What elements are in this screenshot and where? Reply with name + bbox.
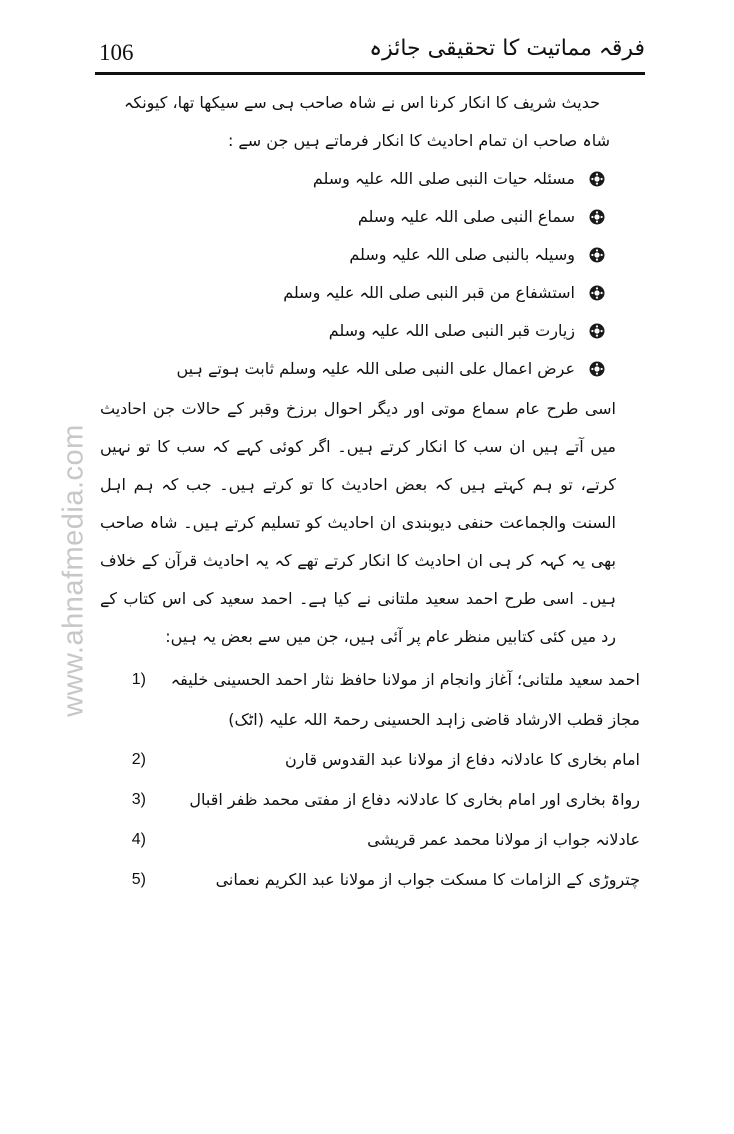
flower-bullet-icon <box>589 209 605 225</box>
page-header <box>95 36 645 76</box>
book-title: چتروڑی کے الزامات کا مسکت جواب از مولانا عبد الکریم نعمانی <box>215 870 640 889</box>
list-item-text: مسئلہ حیات النبی صلی اللہ علیہ وسلم <box>312 169 575 188</box>
list-item <box>100 274 605 312</box>
item-number: 3) <box>131 791 146 808</box>
item-number: 4) <box>131 831 146 848</box>
list-item <box>100 198 605 236</box>
flower-bullet-icon <box>589 285 605 301</box>
book-title: عادلانہ جواب از مولانا محمد عمر قریشی <box>367 830 640 849</box>
watermark-text: www.ahnafmedia.com <box>57 424 90 717</box>
book-title: احمد سعید ملتانی؛ آغاز وانجام از مولانا حافظ نثار احمد الحسینی خلیفہ مجاز قطب الارشاد قاضی زاہد الحسینی رحمۃ اللہ علیہ (اٹک) <box>170 670 640 729</box>
intro-line-2: شاہ صاحب ان تمام احادیث کا انکار فرماتے ہیں جن سے : <box>227 131 610 150</box>
running-title: فرقہ مماتیت کا تحقیقی جائزہ <box>369 36 645 61</box>
flower-bullet-icon <box>589 247 605 263</box>
list-item <box>100 160 605 198</box>
header-divider <box>95 72 645 75</box>
list-item-text: وسیلہ بالنبی صلی اللہ علیہ وسلم <box>349 245 575 264</box>
topic-list <box>100 160 640 388</box>
list-item-text: استشفاع من قبر النبی صلی اللہ علیہ وسلم <box>283 283 575 302</box>
item-number: 5) <box>131 871 146 888</box>
list-item <box>100 312 605 350</box>
book-title: امام بخاری کا عادلانہ دفاع از مولانا عبد القدوس قارن <box>285 750 640 769</box>
flower-bullet-icon <box>589 361 605 377</box>
rebuttal-books-list <box>100 660 640 900</box>
book-title: رواۃ بخاری اور امام بخاری کا عادلانہ دفاع از مفتی محمد ظفر اقبال <box>189 790 640 809</box>
list-item-text: سماع النبی صلی اللہ علیہ وسلم <box>357 207 575 226</box>
list-item <box>100 236 605 274</box>
list-item <box>100 780 640 820</box>
item-number: 1) <box>131 671 146 688</box>
flower-bullet-icon <box>589 171 605 187</box>
list-item-text: زیارت قبر النبی صلی اللہ علیہ وسلم <box>328 321 575 340</box>
page-number: 106 <box>99 40 134 65</box>
list-item <box>100 860 640 900</box>
flower-bullet-icon <box>589 323 605 339</box>
item-number: 2) <box>131 751 146 768</box>
list-item-text: عرض اعمال علی النبی صلی اللہ علیہ وسلم ثابت ہوتے ہیں <box>176 359 575 378</box>
page-body <box>100 84 640 900</box>
intro-line-1: حدیث شریف کا انکار کرنا اس نے شاہ صاحب ہی سے سیکھا تھا، کیونکہ <box>124 93 600 112</box>
body-paragraph: اسی طرح عام سماع موتی اور دیگر احوال برزخ وقبر کے حالات جن احادیث میں آتے ہیں ان سب کا انکار کرتے ہیں۔ اگر کوئی کہے کہ سب کا تو نہیں کرتے، تو ہم کہتے ہیں کہ بعض احادیث کا تو کرتے ہیں۔ جب کہ ہم اہل السنت والجماعت حنفی دیوبندی ان احادیث کو تسلیم کرتے ہیں۔ شاہ صاحب بھی یہ کہہ کر ہی ان احادیث کا انکار کرتے تھے کہ یہ احادیث قرآن کے خلاف ہیں۔ اسی طرح احمد سعید ملتانی نے کیا ہے۔ احمد سعید کی اس کتاب کے رد میں کئی کتابیں منظر عام پر آئی ہیں، جن میں سے بعض یہ ہیں: <box>100 399 616 646</box>
list-item <box>100 820 640 860</box>
list-item <box>100 740 640 780</box>
list-item <box>100 660 640 740</box>
list-item <box>100 350 605 388</box>
